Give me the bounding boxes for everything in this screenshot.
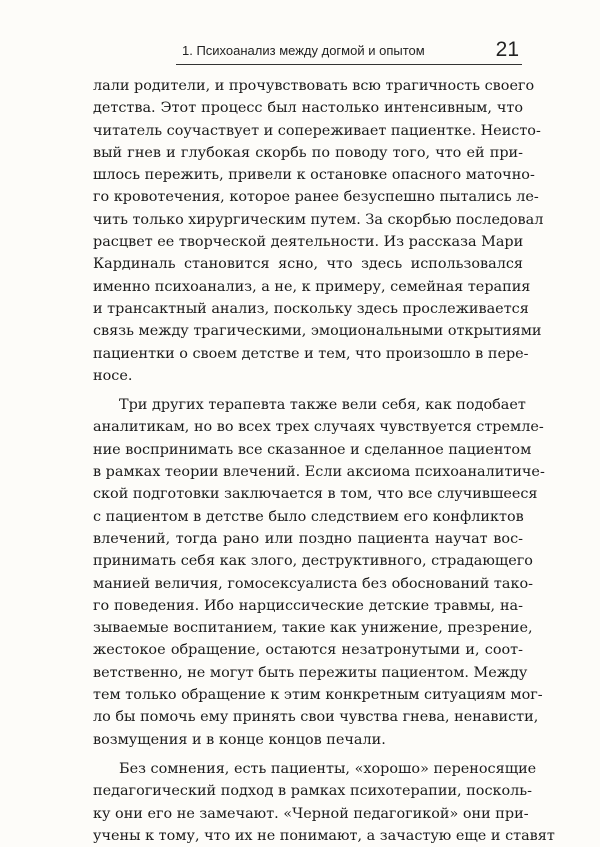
paragraph: [93, 758, 555, 847]
chapter-title: 1. Психоанализ между догмой и опытом: [182, 43, 425, 58]
text-line: Кардиналь становится ясно, что здесь использовался: [93, 256, 523, 273]
paragraph-gap: [93, 387, 523, 394]
text-line: манией величия, гомосексуалиста без обоснований тако-: [93, 575, 533, 592]
page-number: 21: [495, 38, 519, 61]
text-line: принимать себя как злого, деструктивного, страдающего: [93, 553, 533, 570]
text-line: с пациентом в детстве было следствием его конфликтов: [93, 508, 524, 525]
text-line: шлось пережить, привели к остановке опасного маточно-: [93, 167, 535, 184]
text-line: ку они его не замечают. «Черной педагогикой» они при-: [93, 805, 529, 822]
text-line: пациентки о своем детстве и тем, что произошло в пере-: [93, 345, 529, 362]
text-line: Три других терапевта также вели себя, как подобает: [119, 397, 526, 414]
text-line: учены к тому, что их не понимают, а зачастую еще и ставят: [93, 827, 555, 844]
text-line: го кровотечения, которое ранее безуспешно пытались ле-: [93, 189, 539, 206]
text-line: ской подготовки заключается в том, что все случившееся: [93, 486, 538, 503]
text-line: ло бы помочь ему принять свои чувства гнева, ненависти,: [93, 709, 539, 726]
text-line: аналитикам, но во всех трех случаях чувствуется стремле-: [93, 419, 544, 436]
text-line: в рамках теории влечений. Если аксиома психоаналитиче-: [93, 464, 545, 481]
body-text: [93, 75, 555, 847]
text-line: педагогический подход в рамках психотерапии, посколь-: [93, 783, 533, 800]
text-line: носе.: [93, 367, 133, 384]
text-line: ние воспринимать все сказанное и сделанное пациентом: [93, 441, 532, 458]
paragraph: [93, 394, 545, 751]
text-line: лали родители, и прочувствовать всю трагичность своего: [93, 78, 535, 94]
text-line: читатель соучаствует и сопереживает пациентке. Неисто-: [93, 122, 541, 139]
text-line: го поведения. Ибо нарциссические детские травмы, на-: [93, 597, 523, 614]
text-line: расцвет ее творческой деятельности. Из рассказа Мари: [93, 234, 524, 251]
text-line: влечений, тогда рано или поздно пациента научат вос-: [93, 530, 523, 547]
text-line: детства. Этот процесс был настолько интенсивным, что: [93, 100, 523, 117]
paragraph: [93, 75, 544, 387]
running-header: [176, 38, 522, 66]
text-line: и трансактный анализ, поскольку здесь прослеживается: [93, 300, 529, 317]
text-line: вый гнев и глубокая скорбь по поводу того, что ей при-: [93, 144, 523, 161]
text-line: тем только обращение к этим конкретным ситуациям мог-: [93, 687, 543, 704]
text-line: жестокое обращение, остаются незатронутыми и, соот-: [93, 642, 523, 659]
text-line: Без сомнения, есть пациенты, «хорошо» переносящие: [119, 760, 537, 777]
text-line: именно психоанализ, а не, к примеру, семейная терапия: [93, 278, 531, 295]
text-line: связь между трагическими, эмоциональными открытиями: [93, 323, 542, 340]
text-line: чить только хирургическим путем. За скорбью последовал: [93, 211, 544, 228]
text-line: зываемые воспитанием, такие как унижение, презрение,: [93, 620, 533, 637]
header-rule: [176, 64, 522, 65]
paragraph-gap: [93, 751, 523, 758]
text-line: возмущения и в конце концов печали.: [93, 731, 386, 748]
text-line: ветственно, не могут быть пережиты пациентом. Между: [93, 664, 528, 681]
